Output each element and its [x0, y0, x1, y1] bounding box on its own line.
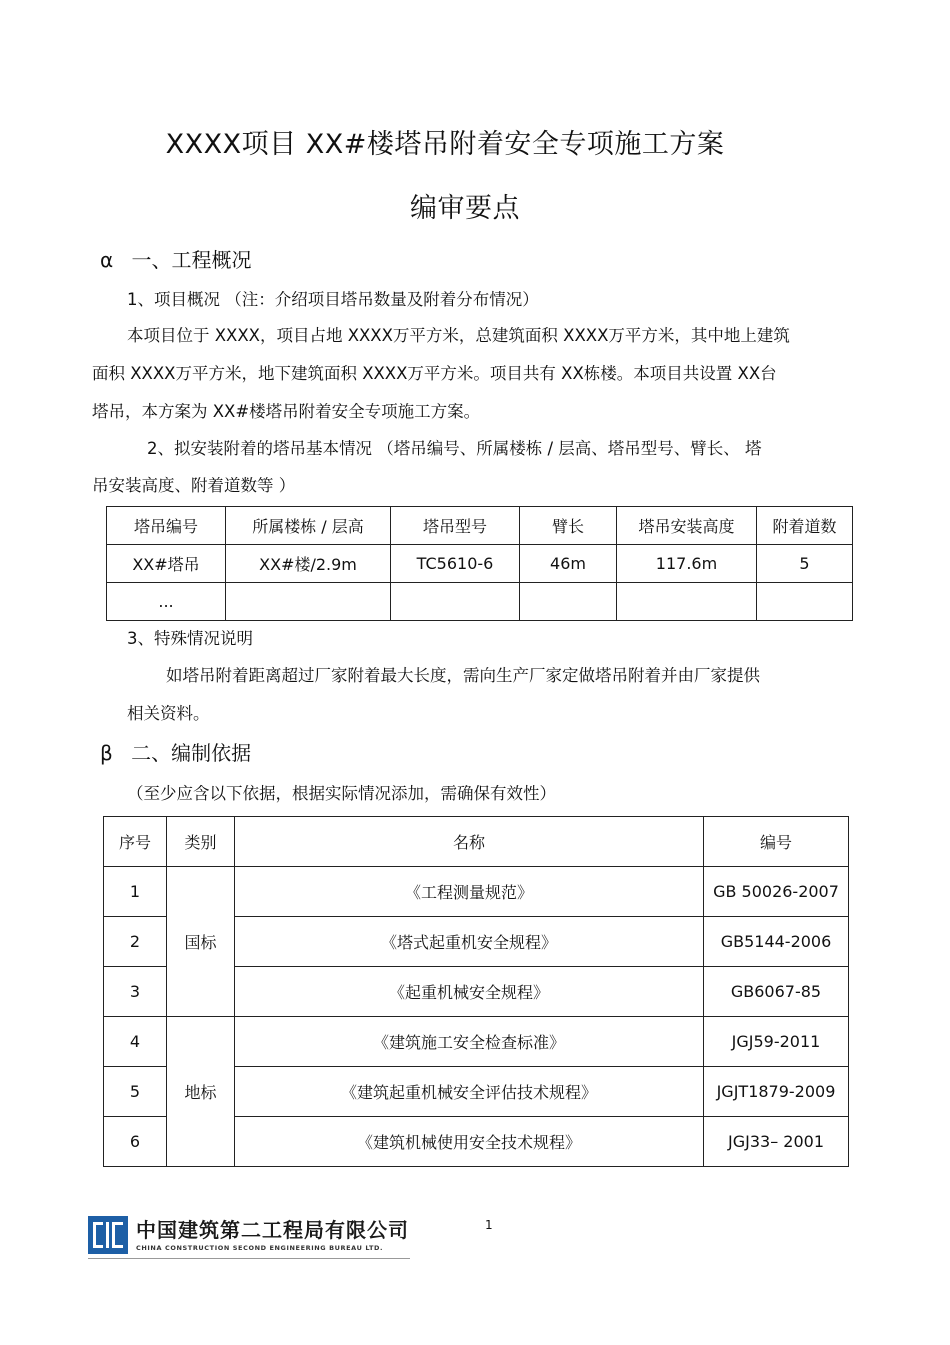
table-header-cell: 所属楼栋 / 层高 [226, 507, 391, 545]
table-header-cell: 名称 [235, 817, 704, 867]
item1-line3: 塔吊，本方案为 XX#楼塔吊附着安全专项施工方案。 [92, 402, 481, 421]
table-cell: 《塔式起重机安全规程》 [235, 917, 704, 967]
item1-line2: 面积 XXXX万平方米，地下建筑面积 XXXX万平方米。项目共有 XX栋楼。本项目共设置 XX台 [92, 364, 777, 383]
table-header-cell: 塔吊型号 [391, 507, 520, 545]
table-cell: 46m [520, 545, 617, 583]
table-cell: 5 [757, 545, 853, 583]
item1-line1: 本项目位于 XXXX，项目占地 XXXX万平方米，总建筑面积 XXXX万平方米，其中地上建筑 [127, 326, 790, 345]
table-cell: 2 [104, 917, 167, 967]
tower-crane-table [106, 506, 853, 621]
table-cell: GB5144-2006 [704, 917, 849, 967]
section2-title: 二、编制依据 [131, 741, 252, 765]
section2-heading [100, 737, 251, 766]
table-cell: GB 50026-2007 [704, 867, 849, 917]
table-cell: 5 [104, 1067, 167, 1117]
table-cell: 《工程测量规范》 [235, 867, 704, 917]
company-logo [88, 1214, 410, 1258]
page-number: 1 [485, 1218, 493, 1232]
table-cell: GB6067-85 [704, 967, 849, 1017]
table-cell: JGJ59-2011 [704, 1017, 849, 1067]
table-cell: 4 [104, 1017, 167, 1067]
footer-divider [88, 1258, 410, 1259]
company-name-en: CHINA CONSTRUCTION SECOND ENGINEERING BUREAU LTD. [136, 1244, 384, 1252]
table-cell: XX#塔吊 [107, 545, 226, 583]
table-row [104, 867, 849, 917]
table-cell: 《建筑机械使用安全技术规程》 [235, 1117, 704, 1167]
table-cell: XX#楼/2.9m [226, 545, 391, 583]
section1-marker: α [100, 248, 114, 272]
table-cell: TC5610-6 [391, 545, 520, 583]
table-cell: ... [107, 583, 226, 621]
table-cell: 1 [104, 867, 167, 917]
table-cell: 6 [104, 1117, 167, 1167]
item3-line1: 如塔吊附着距离超过厂家附着最大长度，需向生产厂家定做塔吊附着并由厂家提供 [166, 666, 760, 685]
table-cell [520, 583, 617, 621]
section2-note: （至少应含以下依据，根据实际情况添加，需确保有效性） [127, 784, 556, 803]
cscec-logo-icon [88, 1216, 128, 1254]
item3-line2: 相关资料。 [127, 704, 210, 723]
document-title: XXXX项目 XX#楼塔吊附着安全专项施工方案 [165, 129, 725, 160]
table-header-cell: 编号 [704, 817, 849, 867]
table-header-cell: 臂长 [520, 507, 617, 545]
table-header-cell: 塔吊编号 [107, 507, 226, 545]
table-cell [617, 583, 757, 621]
table-header-cell: 序号 [104, 817, 167, 867]
section2-marker: β [100, 741, 113, 765]
section1-title: 一、工程概况 [131, 248, 252, 272]
category-cell: 国标 [167, 867, 235, 1017]
table-header-cell: 附着道数 [757, 507, 853, 545]
table-row [104, 1017, 849, 1067]
item3-heading: 3、特殊情况说明 [127, 629, 253, 648]
table-cell: 《起重机械安全规程》 [235, 967, 704, 1017]
table-cell: 《建筑起重机械安全评估技术规程》 [235, 1067, 704, 1117]
item2-line1: 2、拟安装附着的塔吊基本情况 （塔吊编号、所属楼栋 / 层高、塔吊型号、臂长、 塔 [147, 439, 762, 458]
table-cell: JGJ33– 2001 [704, 1117, 849, 1167]
item1-heading: 1、项目概况 （注：介绍项目塔吊数量及附着分布情况） [127, 290, 539, 309]
document-subtitle: 编审要点 [410, 193, 520, 224]
table-cell [757, 583, 853, 621]
item2-line2: 吊安装高度、附着道数等 ） [92, 476, 296, 495]
category-cell: 地标 [167, 1017, 235, 1167]
table-header-cell: 塔吊安装高度 [617, 507, 757, 545]
table-header-row [107, 507, 853, 545]
table-cell [391, 583, 520, 621]
table-cell: 117.6m [617, 545, 757, 583]
table-row [107, 545, 853, 583]
section1-heading [100, 244, 252, 273]
table-cell: JGJT1879-2009 [704, 1067, 849, 1117]
table-row [107, 583, 853, 621]
basis-table [103, 816, 849, 1167]
table-header-cell: 类别 [167, 817, 235, 867]
table-cell: 3 [104, 967, 167, 1017]
table-cell [226, 583, 391, 621]
company-name-cn: 中国建筑第二工程局有限公司 [136, 1218, 409, 1242]
table-cell: 《建筑施工安全检查标准》 [235, 1017, 704, 1067]
table-header-row [104, 817, 849, 867]
